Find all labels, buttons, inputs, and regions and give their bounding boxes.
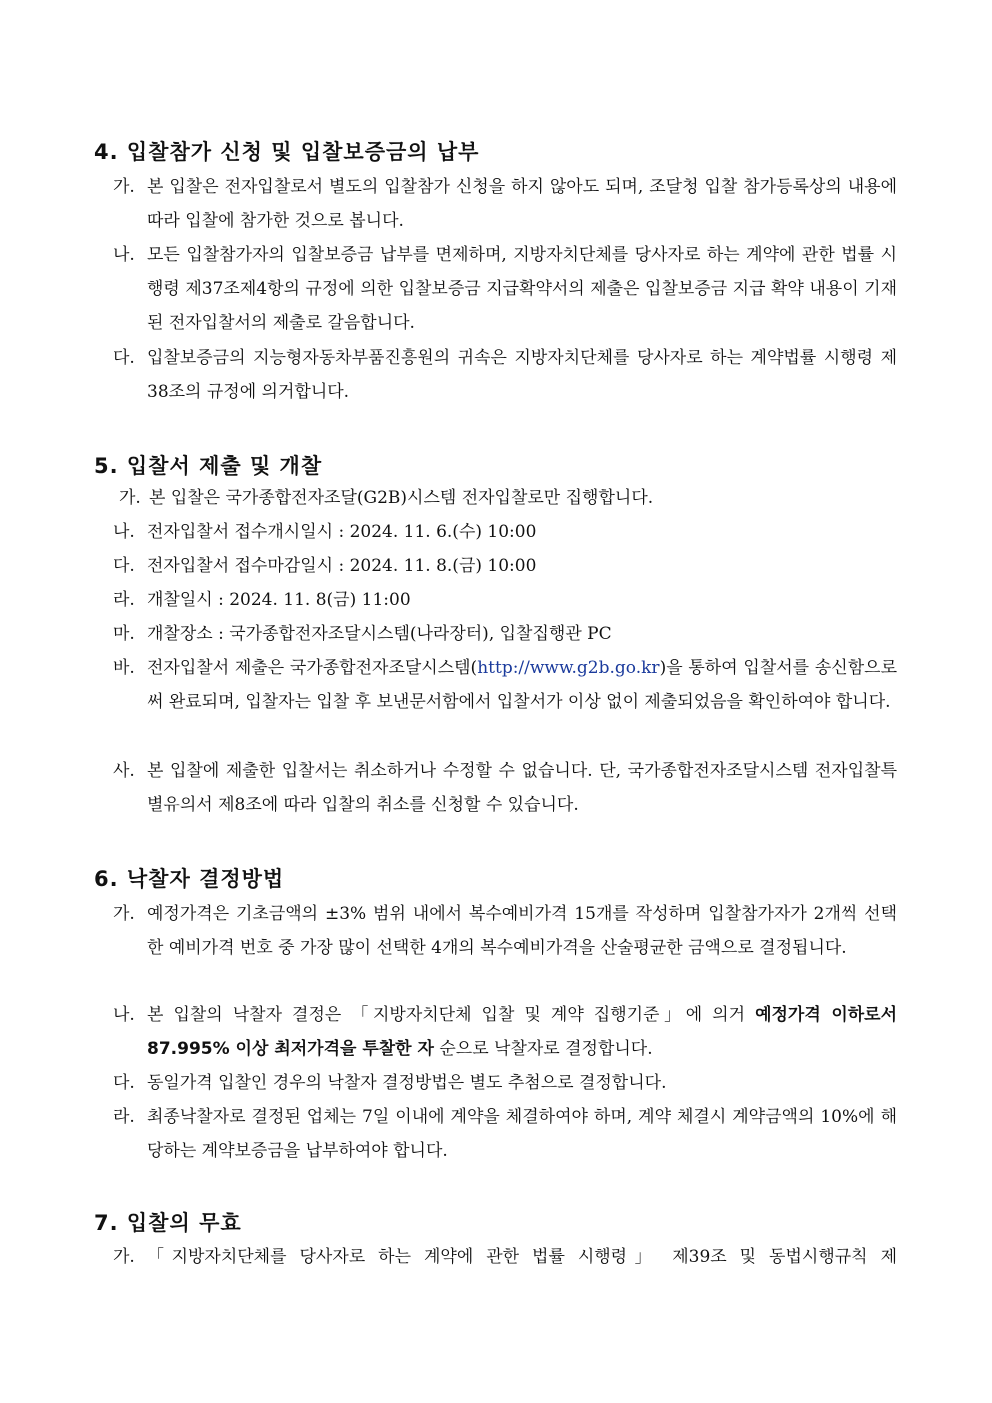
item-marker: 다.	[113, 556, 135, 576]
item-marker: 라.	[113, 590, 135, 610]
section-title-5: 5. 입찰서 제출 및 개찰	[94, 454, 323, 478]
item-text-post: 순으로 낙찰자로 결정합니다.	[433, 1039, 653, 1059]
list-item	[113, 238, 897, 340]
item-marker: 다.	[113, 348, 135, 368]
list-item	[113, 481, 897, 515]
item-text: 「지방자치단체를 당사자로 하는 계약에 관한 법률 시행령」 제39조 및 동법시행규칙 제	[147, 1247, 897, 1267]
item-text: 본 입찰에 제출한 입찰서는 취소하거나 수정할 수 없습니다. 단, 국가종합전자조달시스템 전자입찰특별유의서 제8조에 따라 입찰의 취소를 신청할 수 있습니다.	[147, 761, 897, 815]
list-item	[113, 998, 897, 1066]
item-marker: 바.	[113, 658, 135, 678]
item-text	[147, 651, 897, 719]
item-marker: 나.	[113, 522, 135, 542]
item-text: 본 입찰은 전자입찰로서 별도의 입찰참가 신청을 하지 않아도 되며, 조달청 입찰 참가등록상의 내용에 따라 입찰에 참가한 것으로 봅니다.	[147, 177, 897, 231]
list-item	[113, 341, 897, 409]
item-text-pre: 전자입찰서 제출은 국가종합전자조달시스템(	[147, 658, 478, 678]
list-item	[113, 617, 897, 651]
item-text: 예정가격은 기초금액의 ±3% 범위 내에서 복수예비가격 15개를 작성하며 입찰참가자가 2개씩 선택한 예비가격 번호 중 가장 많이 선택한 4개의 복수예비가격을 산술평균한 금액으로 결정됩니다.	[147, 904, 897, 958]
item-marker: 가.	[113, 177, 135, 197]
item-text-pre: 본 입찰의 낙찰자 결정은 「지방자치단체 입찰 및 계약 집행기준」에 의거	[147, 1005, 756, 1025]
item-marker: 나.	[113, 245, 135, 265]
item-marker: 다.	[113, 1073, 135, 1093]
item-text: 입찰보증금의 지능형자동차부품진흥원의 귀속은 지방자치단체를 당사자로 하는 계약법률 시행령 제38조의 규정에 의거합니다.	[147, 348, 897, 402]
list-item	[113, 897, 897, 965]
item-marker: 가.	[119, 488, 141, 508]
item-marker: 가.	[113, 1247, 135, 1267]
list-item	[113, 1240, 897, 1274]
item-marker: 사.	[113, 761, 135, 781]
item-text: 전자입찰서 접수개시일시 : 2024. 11. 6.(수) 10:00	[147, 522, 537, 542]
list-item	[113, 549, 897, 583]
list-item	[113, 1066, 897, 1100]
list-item	[113, 754, 897, 822]
list-item	[113, 170, 897, 238]
list-item	[113, 583, 897, 617]
section-title-6: 6. 낙찰자 결정방법	[94, 867, 285, 891]
item-text: 개찰장소 : 국가종합전자조달시스템(나라장터), 입찰집행관 PC	[147, 624, 612, 644]
section-title-4: 4. 입찰참가 신청 및 입찰보증금의 납부	[94, 140, 480, 164]
item-text: 개찰일시 : 2024. 11. 8(금) 11:00	[147, 590, 411, 610]
list-item	[113, 515, 897, 549]
item-text: 모든 입찰참가자의 입찰보증금 납부를 면제하며, 지방자치단체를 당사자로 하는 계약에 관한 법률 시행령 제37조제4항의 규정에 의한 입찰보증금 지급확약서의 제출은 입찰보증금 지급 확약 내용이 기재된 전자입찰서의 제출로 갈음합니다.	[147, 245, 897, 333]
list-item	[113, 651, 897, 719]
item-text: 동일가격 입찰인 경우의 낙찰자 결정방법은 별도 추첨으로 결정합니다.	[147, 1073, 667, 1093]
item-text	[147, 998, 897, 1066]
item-text: 본 입찰은 국가종합전자조달(G2B)시스템 전자입찰로만 집행합니다.	[149, 488, 654, 508]
emphasis-text: 예정가격 이하로서 87.995% 이상 최저가격을 투찰한 자	[147, 1005, 898, 1059]
item-marker: 라.	[113, 1107, 135, 1127]
section-title-7: 7. 입찰의 무효	[94, 1211, 242, 1235]
item-text-post: )을 통하여 입찰서를 송신함으로써 완료되며, 입찰자는 입찰 후 보낸문서함에서 입찰서가 이상 없이 제출되었음을 확인하여야 합니다.	[147, 658, 897, 712]
item-marker: 마.	[113, 624, 135, 644]
list-item	[113, 1100, 897, 1168]
item-text: 전자입찰서 접수마감일시 : 2024. 11. 8.(금) 10:00	[147, 556, 537, 576]
g2b-link[interactable]: http://www.g2b.go.kr	[477, 658, 660, 678]
item-text: 최종낙찰자로 결정된 업체는 7일 이내에 계약을 체결하여야 하며, 계약 체결시 계약금액의 10%에 해당하는 계약보증금을 납부하여야 합니다.	[147, 1107, 897, 1161]
item-marker: 나.	[113, 1005, 135, 1025]
item-marker: 가.	[113, 904, 135, 924]
